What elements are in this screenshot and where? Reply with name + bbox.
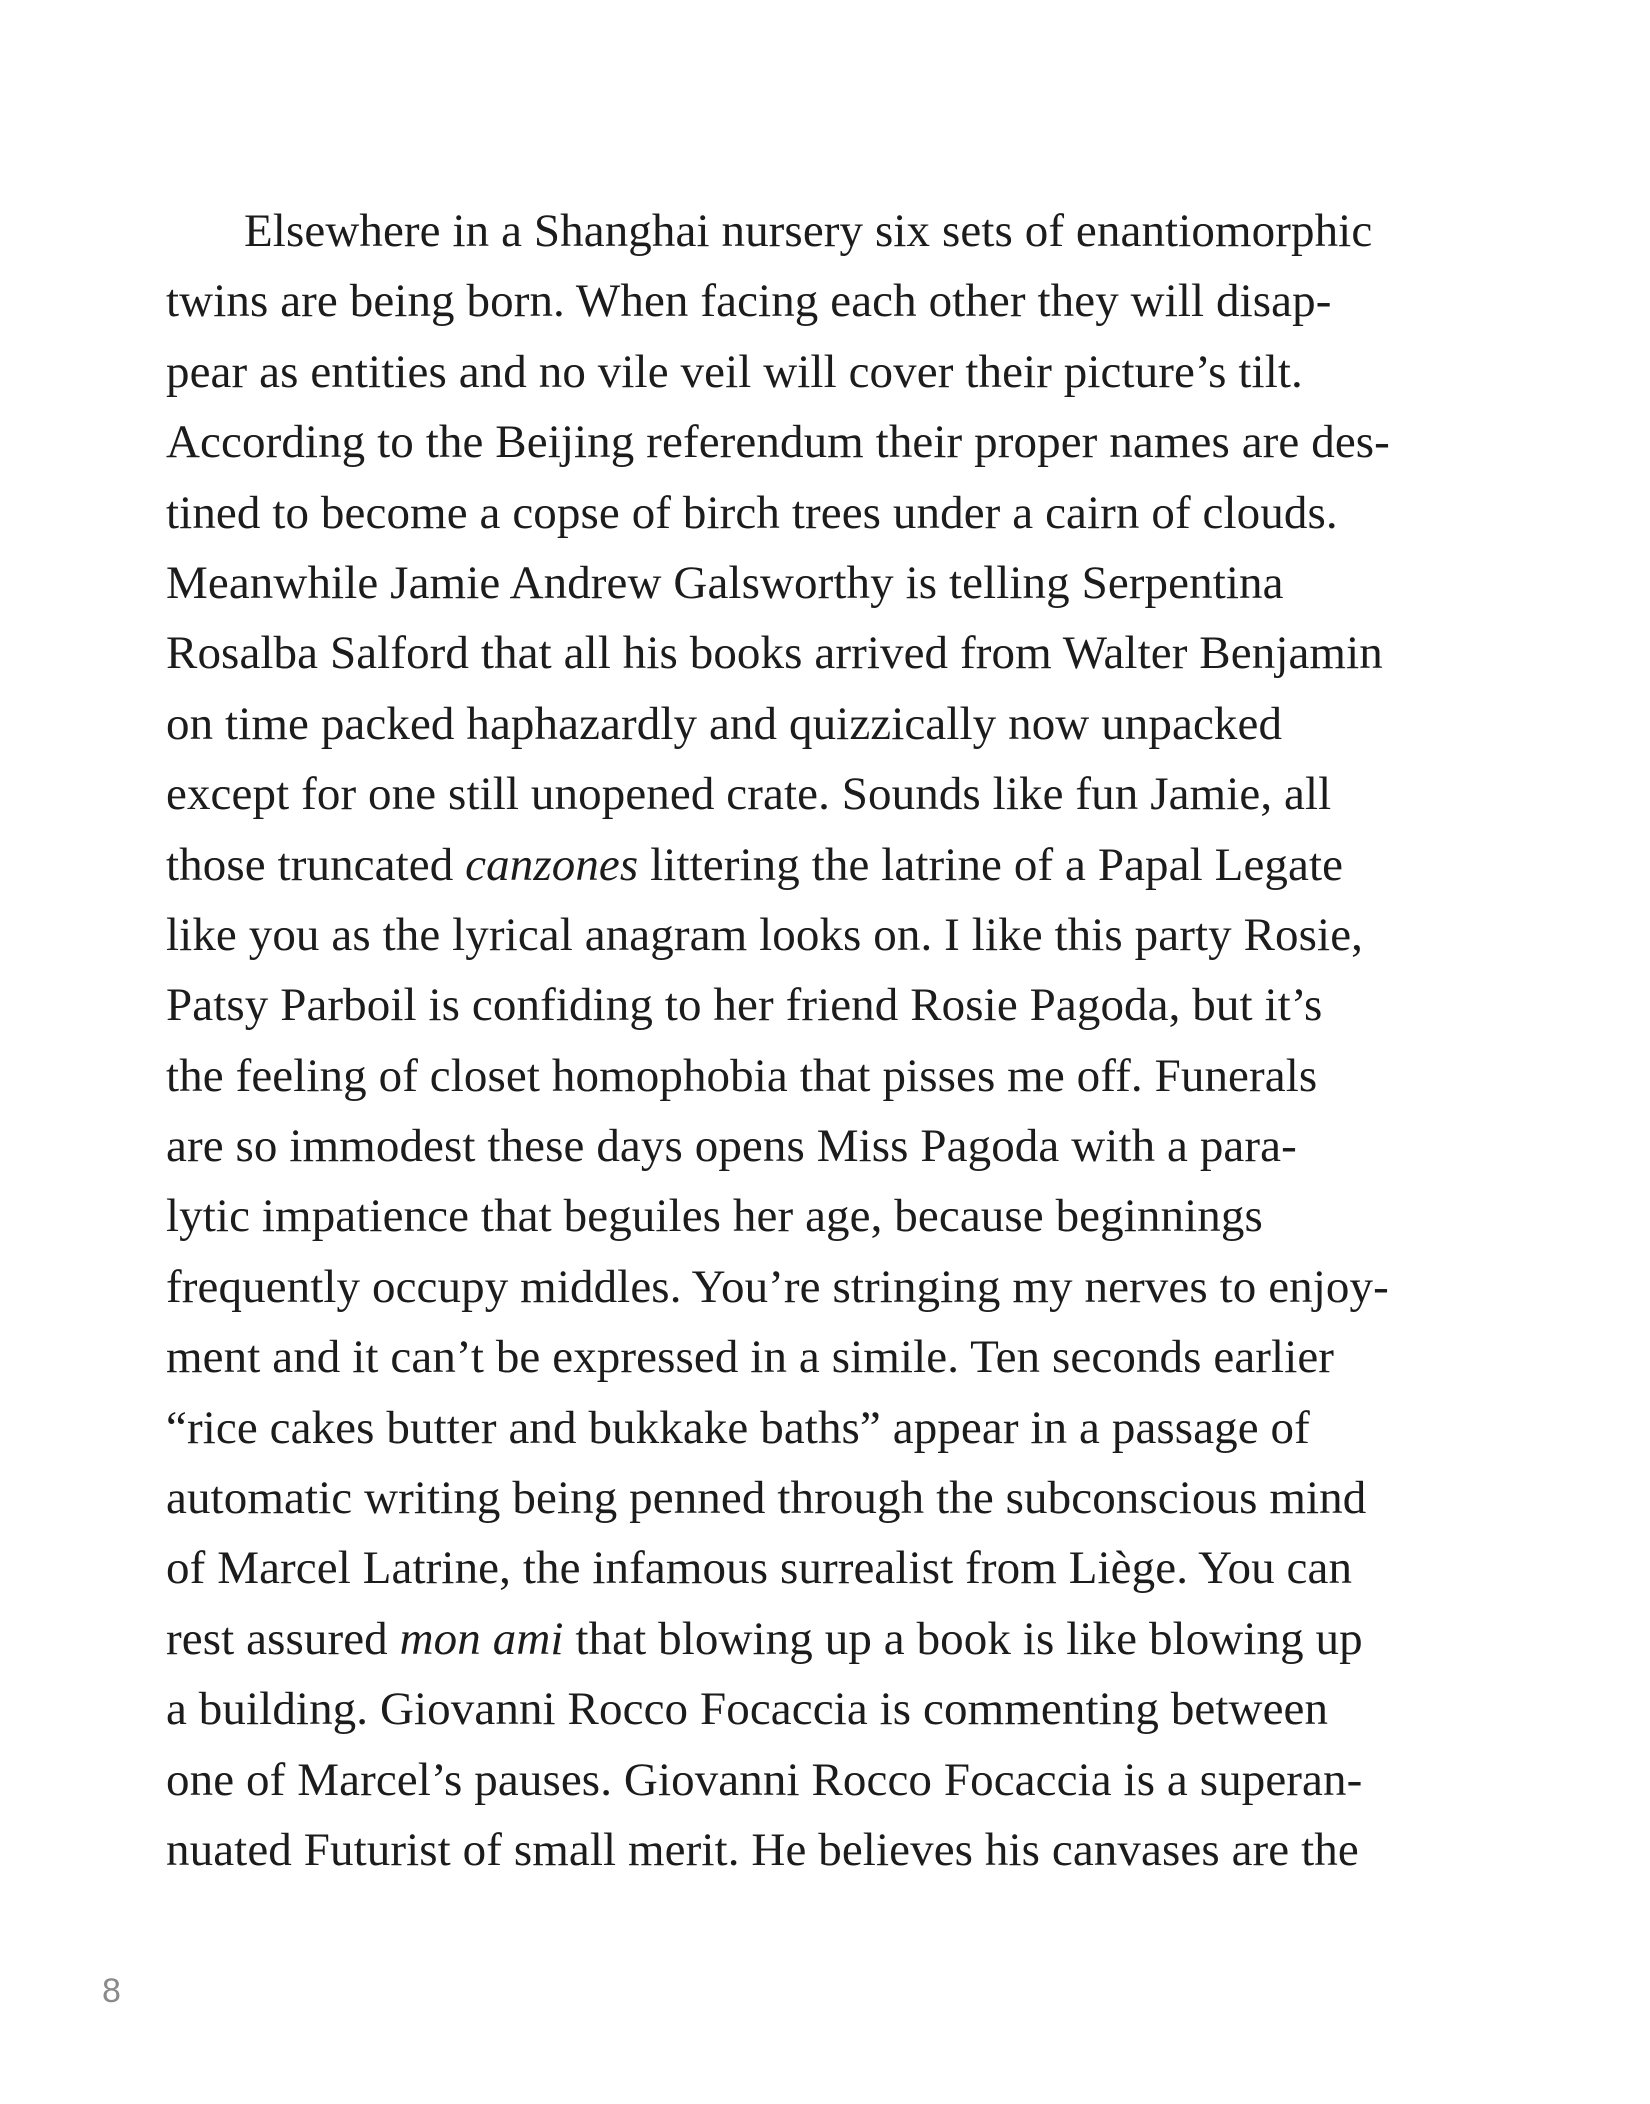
text-run: like you as the lyrical anagram looks on. I like this party Rosie, [166,908,1363,961]
text-line [166,1674,1506,1744]
text-run: a building. Giovanni Rocco Focaccia is commenting between [166,1683,1329,1736]
italic-phrase: canzones [465,838,639,891]
text-run: those truncated [166,838,466,891]
text-line [166,1322,1506,1392]
text-line [166,478,1506,548]
text-line [166,196,1506,266]
text-run: of Marcel Latrine, the infamous surrealist from Liège. You can [166,1542,1353,1595]
text-run: on time packed haphazardly and quizzically now unpacked [166,697,1283,750]
text-run: littering the latrine of a Papal Legate [638,838,1344,891]
text-line [166,1252,1506,1322]
text-line [166,618,1506,688]
text-run: Meanwhile Jamie Andrew Galsworthy is telling Serpentina [166,556,1284,609]
text-run: lytic impatience that beguiles her age, because beginnings [166,1190,1263,1243]
text-line [166,337,1506,407]
text-line [166,759,1506,829]
text-line [166,1463,1506,1533]
text-line [166,1533,1506,1603]
text-run: Patsy Parboil is confiding to her friend Rosie Pagoda, but it’s [166,979,1323,1032]
text-run: tined to become a copse of birch trees under a cairn of clouds. [166,486,1338,539]
text-line [166,1041,1506,1111]
text-run: that blowing up a book is like blowing up [563,1612,1363,1665]
text-run: rest assured [166,1612,400,1665]
text-run: are so immodest these days opens Miss Pagoda with a para- [166,1120,1297,1173]
text-line [166,970,1506,1040]
text-run: Rosalba Salford that all his books arrived from Walter Benjamin [166,627,1383,680]
text-run: ment and it can’t be expressed in a simile. Ten seconds earlier [166,1331,1335,1384]
body-paragraph [166,196,1506,1885]
text-line [166,1745,1506,1815]
text-run: one of Marcel’s pauses. Giovanni Rocco Focaccia is a superan- [166,1753,1363,1806]
text-run: pear as entities and no vile veil will cover their picture’s tilt. [166,345,1303,398]
text-line [166,830,1506,900]
text-line [166,1393,1506,1463]
italic-phrase: mon ami [399,1612,564,1665]
text-run: automatic writing being penned through the subconscious mind [166,1472,1367,1525]
text-run: frequently occupy middles. You’re stringing my nerves to enjoy- [166,1260,1389,1313]
text-run: According to the Beijing referendum their proper names are des- [166,416,1390,469]
text-line [166,900,1506,970]
text-run: “rice cakes butter and bukkake baths” appear in a passage of [166,1401,1310,1454]
text-line [166,407,1506,477]
page-number: 8 [102,1972,121,2010]
text-line [166,1111,1506,1181]
text-line [166,548,1506,618]
text-run: Elsewhere in a Shanghai nursery six sets of enantiomorphic [244,205,1373,257]
text-line [166,1181,1506,1251]
text-run: twins are being born. When facing each other they will disap- [166,275,1332,328]
text-line [166,689,1506,759]
text-run: the feeling of closet homophobia that pisses me off. Funerals [166,1049,1318,1102]
text-line [166,266,1506,336]
text-line [166,1604,1506,1674]
text-run: except for one still unopened crate. Sounds like fun Jamie, all [166,768,1332,821]
text-run: nuated Futurist of small merit. He believes his canvases are the [166,1823,1359,1876]
text-line [166,1815,1506,1885]
